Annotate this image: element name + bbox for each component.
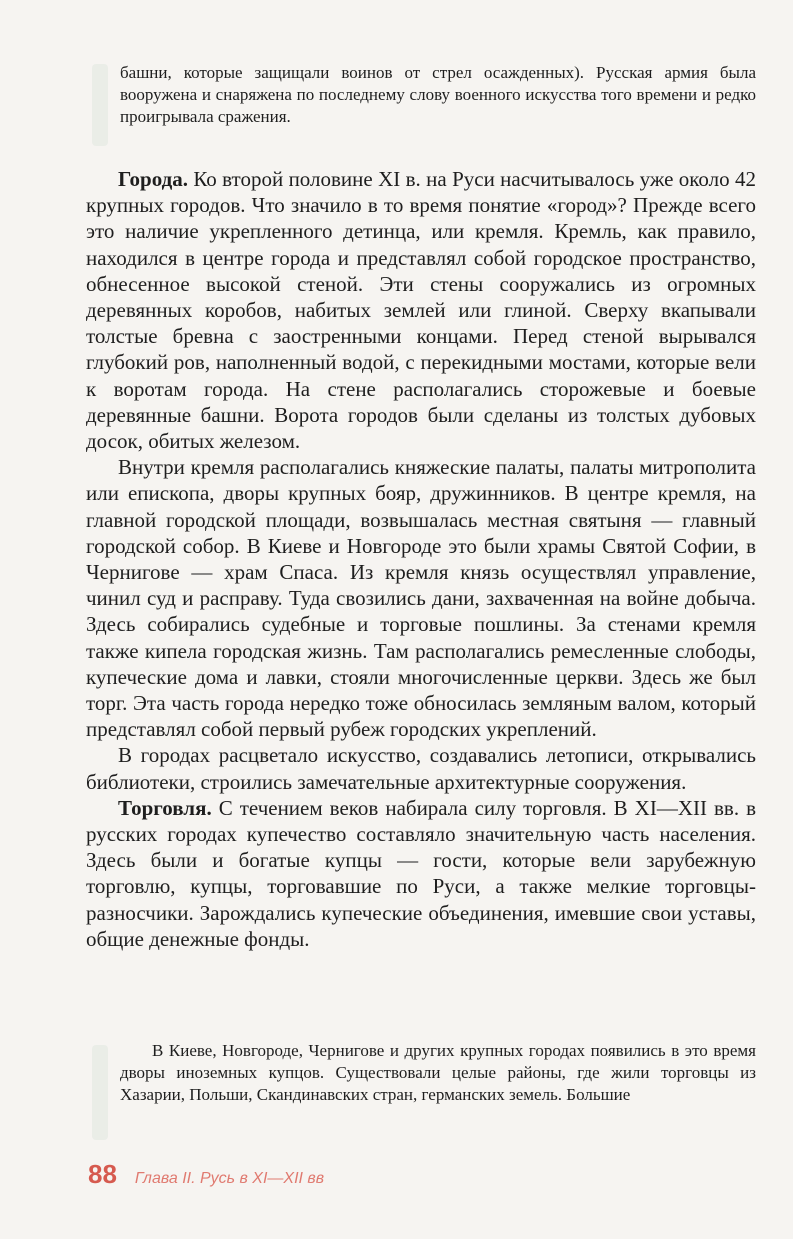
paragraph-text: С течением веков набирала силу торговля. В XI—XII вв. в русских городах купечество составляло значительную часть населения. Здесь были и богатые купцы — гости, которые вели зарубежную торговлю, купцы, торговавшие по Руси, а также мелкие торговцы-разносчики. Зарождались купеческие объединения, имевшие свои уставы, общие денежные фонды. <box>86 795 756 951</box>
section-heading-cities: Города. <box>118 167 188 191</box>
paragraph-text: Ко второй половине XI в. на Руси насчитывалось уже около 42 крупных городов. Что значило в то время понятие «город»? Прежде всего это наличие укрепленного детинца, или кремля. Кремль, как правило, находился в центре города и представлял собой городское пространство, обнесенное высокой стеной. Эти стены сооружались из огромных деревянных коробов, набитых землей или глиной. Сверху вкапывали толстые бревна с заостренными концами. Перед стеной вырывался глубокий ров, наполненный водой, с перекидными мостами, которые вели к воротам города. На стене располагались сторожевые и боевые деревянные башни. Ворота городов были сделаны из толстых дубовых досок, обитых железом. <box>86 167 756 454</box>
note-marker-top <box>92 64 108 146</box>
note-text: башни, которые защищали воинов от стрел осажденных). Русская армия была вооружена и снаряжена по последнему слову военного искусства того времени и редко проигрывала сражения. <box>120 63 756 126</box>
note-text: В Киеве, Новгороде, Чернигове и других крупных городах появились в это время дворы иноземных купцов. Существовали целые районы, где жили торговцы из Хазарии, Польши, Скандинавских стран, германских земель. Большие <box>120 1041 756 1104</box>
supplementary-note-top <box>120 62 756 128</box>
paragraph-kremlin: Внутри кремля располагались княжеские палаты, палаты митрополита или епископа, дворы крупных бояр, дружинников. В центре кремля, на главной городской площади, возвышалась местная святыня — главный городской собор. В Киеве и Новгороде это были храмы Святой Софии, в Чернигове — храм Спаса. Из кремля князь осуществлял управление, чинил суд и расправу. Туда свозились дани, захваченная на войне добыча. Здесь собирались судебные и торговые пошлины. За стенами кремля также кипела городская жизнь. Там располагались ремесленные слободы, купеческие дома и лавки, стояли многочисленные церкви. Здесь же был торг. Эта часть города нередко тоже обносилась земляным валом, который представлял собой первый рубеж городских укреплений. <box>86 455 756 742</box>
note-marker-bottom <box>92 1045 108 1140</box>
chapter-title: Глава II. Русь в XI—XII вв <box>134 1170 325 1187</box>
paragraph-cities-intro <box>86 166 756 454</box>
paragraph-trade <box>86 795 756 952</box>
supplementary-note-bottom <box>120 1040 756 1106</box>
page-footer <box>88 1161 324 1187</box>
page-number: 88 <box>88 1159 117 1189</box>
main-text <box>86 166 756 952</box>
paragraph-culture: В городах расцветало искусство, создавались летописи, открывались библиотеки, строились замечательные архитектурные сооружения. <box>86 743 756 794</box>
section-heading-trade: Торговля. <box>118 795 212 820</box>
